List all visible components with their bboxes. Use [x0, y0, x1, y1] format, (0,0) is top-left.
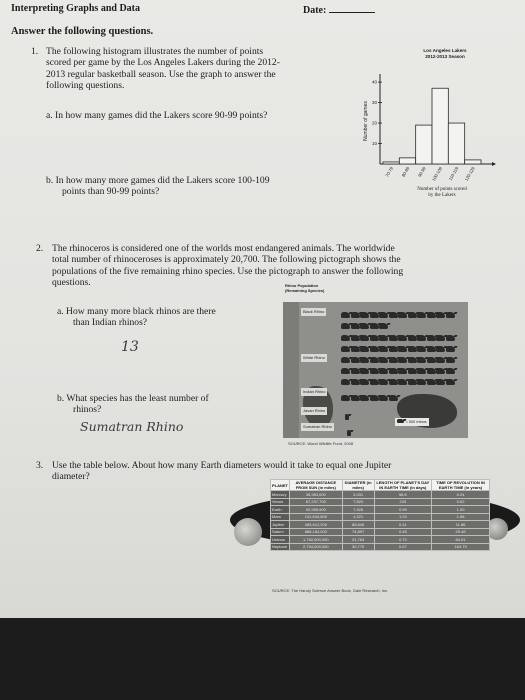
rhino-icon — [389, 379, 398, 385]
date-field — [303, 3, 375, 16]
histogram-bar — [465, 160, 481, 164]
rhino-row-white — [341, 328, 455, 337]
q2-line: populations of the five remaining rhino species. Use the pictograph to answer the following — [52, 265, 404, 277]
rhino-icon — [408, 312, 417, 318]
rhino-icon — [351, 379, 360, 385]
table-cell: 58.6 — [374, 491, 432, 499]
table-row — [271, 543, 490, 551]
rhino-row-white-3 — [341, 350, 455, 359]
rhino-icon — [427, 379, 436, 385]
planet-name-cell: Jupiter — [271, 521, 290, 529]
rhino-row-white-5 — [341, 372, 455, 381]
y-tick-label: 30 — [371, 100, 377, 106]
table-cell: 7,926 — [342, 506, 374, 514]
histogram-subtitle-line: 2012-2013 Season — [425, 54, 465, 59]
planet-name-cell: Mars — [271, 513, 290, 521]
table-cell: 31,763 — [342, 536, 374, 544]
x-tick-label: 90-99 — [417, 166, 427, 178]
table-cell: 1,782,000,000 — [290, 536, 343, 544]
table-cell: 0.72 — [374, 536, 432, 544]
rhino-row-white-4 — [341, 361, 455, 370]
table-cell: 0.45 — [374, 528, 432, 536]
table-body — [271, 491, 490, 551]
q1b-question — [46, 175, 270, 198]
date-blank-line[interactable] — [329, 3, 375, 13]
table-cell: 29.46 — [432, 528, 490, 536]
rhino-icon — [360, 379, 369, 385]
rhino-icon — [389, 312, 398, 318]
q3-line: Use the table below. About how many Earth diameters would it take to equal one Jupiter — [52, 460, 392, 471]
rhino-icon — [370, 379, 379, 385]
rhino-icon — [351, 395, 360, 401]
y-tick-label: 10 — [371, 141, 377, 147]
rhino-icon — [398, 379, 407, 385]
rhino-icon — [370, 395, 379, 401]
planet-name-cell: Saturn — [271, 528, 290, 536]
table-cell: 30,775 — [342, 543, 374, 551]
x-axis-arrow — [492, 162, 496, 166]
table-cell: 11.86 — [432, 521, 490, 529]
q1b-line: points than 90-99 points? — [62, 186, 160, 198]
rhino-row-sumatran — [347, 423, 352, 432]
q1-line: 2013 regular basketball season. Use the graph to answer the — [46, 68, 276, 80]
pictograph-title-line: Rhino Population — [285, 283, 319, 288]
table-cell: 2,794,000,000 — [290, 543, 343, 551]
q2a-line: a. How many more black rhinos are there — [57, 306, 216, 317]
x-tick-label: 120-129 — [463, 166, 476, 182]
q2b-handwritten-answer[interactable]: Sumatran Rhino — [80, 419, 184, 434]
rhino-icon — [436, 379, 445, 385]
q2-line: The rhinoceros is considered one of the worlds most endangered animals. The worldwide — [52, 243, 395, 254]
table-row — [271, 498, 490, 506]
rhino-row-black-2 — [341, 316, 389, 325]
table-cell: 0.62 — [432, 498, 490, 506]
q1-number: 1. — [31, 46, 39, 57]
q2b-line: b. What species has the least number of — [57, 393, 209, 404]
column-header: DIAMETER (in miles) — [342, 480, 374, 491]
table-source: SOURCE: The Handy Science Answer Book, Gale Research, Inc. — [272, 588, 389, 593]
table-cell: 0.24 — [432, 491, 490, 499]
q1b-line: b. In how many more games did the Lakers score 100-109 — [46, 175, 270, 186]
rhino-icon — [379, 395, 388, 401]
table-cell: 1.00 — [432, 506, 490, 514]
instructions: Answer the following questions. — [11, 26, 154, 37]
histogram-chart — [358, 60, 498, 208]
planet-icon — [234, 518, 262, 546]
x-tick-label: 100-109 — [431, 166, 444, 182]
table-cell: 74,897 — [342, 528, 374, 536]
table-row — [271, 506, 490, 514]
q2b-line: rhinos? — [73, 404, 102, 416]
rhino-icon — [379, 379, 388, 385]
q3-number: 3. — [36, 460, 44, 471]
rhino-icon — [427, 312, 436, 318]
q1-line: The following histogram illustrates the number of points — [46, 46, 264, 57]
rhino-icon — [341, 395, 350, 401]
q2-text — [52, 243, 492, 289]
table-cell: 1.03 — [374, 513, 432, 521]
planet-name-cell: Neptune — [271, 543, 290, 551]
table-row — [271, 521, 490, 529]
pictograph-key-text: = 500 rhinos — [405, 420, 427, 424]
date-label: Date: — [303, 5, 327, 16]
table-row — [271, 528, 490, 536]
q2a-question — [57, 306, 216, 329]
table-cell: 243 — [374, 498, 432, 506]
rhino-icon — [398, 312, 407, 318]
histogram-bar — [416, 125, 432, 164]
x-tick-label: 110-119 — [447, 166, 460, 182]
q2-line: questions. — [52, 277, 91, 289]
species-label-indian-rhino: Indian Rhino — [303, 389, 326, 394]
pictograph-side-band — [283, 302, 299, 438]
table-cell: 84.01 — [432, 536, 490, 544]
table-cell: 92,955,900 — [290, 506, 343, 514]
table-cell: 88,846 — [342, 521, 374, 529]
planet-name-cell: Mercury — [271, 491, 290, 499]
table-cell: 3,031 — [342, 491, 374, 499]
rhino-pictograph — [283, 302, 468, 438]
column-header: TIME OF REVOLUTION IN EARTH TIME (in years) — [432, 480, 490, 491]
column-header: PLANET — [271, 480, 290, 491]
y-tick-label: 40 — [371, 79, 377, 85]
histogram-bar — [383, 162, 399, 164]
rhino-icon-fraction — [345, 414, 349, 420]
q2b-question — [57, 393, 209, 416]
rhino-icon — [446, 379, 455, 385]
histogram-title-line: Los Angeles Lakers — [423, 48, 467, 53]
pictograph-key — [395, 418, 429, 426]
histogram-bar — [448, 123, 464, 164]
rhino-icon — [417, 379, 426, 385]
table-cell: 141,634,800 — [290, 513, 343, 521]
table-cell: 67,237,700 — [290, 498, 343, 506]
column-header: AVERAGE DISTANCE FROM SUN (in miles) — [290, 480, 343, 491]
rhino-icon — [417, 312, 426, 318]
histogram-bar — [399, 158, 415, 164]
y-tick-label: 20 — [371, 120, 377, 126]
q1a-question: a. In how many games did the Lakers score 90-99 points? — [46, 110, 268, 121]
planet-data-table — [270, 479, 490, 551]
q1-text — [46, 46, 356, 92]
rhino-icon — [360, 395, 369, 401]
species-label-white-rhino: White Rhino — [303, 355, 325, 360]
table-cell: 1.88 — [432, 513, 490, 521]
column-header: LENGTH OF PLANET'S DAY IN EARTH TIME (in days) — [374, 480, 432, 491]
rhino-icon — [446, 312, 455, 318]
table-cell: 7,520 — [342, 498, 374, 506]
table-cell: 35,983,000 — [290, 491, 343, 499]
x-tick-label: 80-89 — [400, 166, 411, 178]
rhino-key-icon — [397, 419, 404, 423]
histogram-title — [400, 48, 490, 60]
rhino-row-white-2 — [341, 339, 455, 348]
rhino-icon — [341, 379, 350, 385]
rhino-row-indian — [341, 388, 398, 397]
pictograph-subtitle-line: (Remaining Species) — [285, 288, 325, 293]
table-cell: 483,612,200 — [290, 521, 343, 529]
rhino-row-javan — [345, 407, 350, 416]
table-cell: 0.67 — [374, 543, 432, 551]
rhino-icon — [436, 312, 445, 318]
planet-name-cell: Venus — [271, 498, 290, 506]
species-label-sumatran-rhino: Sumatran Rhino — [303, 424, 332, 429]
table-cell: 164.79 — [432, 543, 490, 551]
table-row — [271, 513, 490, 521]
rhino-row-black — [341, 305, 455, 314]
pictograph-title — [285, 283, 355, 293]
q3-line: diameter? — [52, 471, 90, 483]
species-label-black-rhino: Black Rhino — [303, 309, 325, 314]
pictograph-source: SOURCE: World Wildlife Fund, 2008 — [288, 441, 354, 446]
rhino-icon — [408, 379, 417, 385]
planet-name-cell: Earth — [271, 506, 290, 514]
table-cell: 0.99 — [374, 506, 432, 514]
table-row — [271, 491, 490, 499]
table-cell: 888,184,000 — [290, 528, 343, 536]
rhino-icon — [389, 395, 398, 401]
table-cell: 0.41 — [374, 521, 432, 529]
q2a-line: than Indian rhinos? — [73, 317, 148, 329]
worksheet-title: Interpreting Graphs and Data — [11, 3, 140, 14]
planet-name-cell: Uranus — [271, 536, 290, 544]
table-header-row — [271, 480, 490, 491]
q1-line: following questions. — [46, 80, 125, 92]
q2a-handwritten-answer[interactable]: 13 — [121, 339, 139, 355]
q1-line: scored per game by the Los Angeles Lakers during the 2012- — [46, 57, 280, 69]
q2-number: 2. — [36, 243, 44, 254]
table-cell: 4,221 — [342, 513, 374, 521]
table-row — [271, 536, 490, 544]
histogram-bar — [432, 88, 448, 164]
y-axis-label: Number of games — [363, 101, 369, 141]
x-axis-label: Number of points scored by the Lakers — [417, 187, 467, 198]
rhino-icon-fraction — [347, 430, 351, 436]
q2-line: total number of rhinoceroses is approximately 20,700. The following pictograph shows the — [52, 254, 401, 266]
x-tick-label: 70-79 — [384, 166, 395, 178]
species-label-javan-rhino: Javan Rhino — [303, 408, 326, 413]
